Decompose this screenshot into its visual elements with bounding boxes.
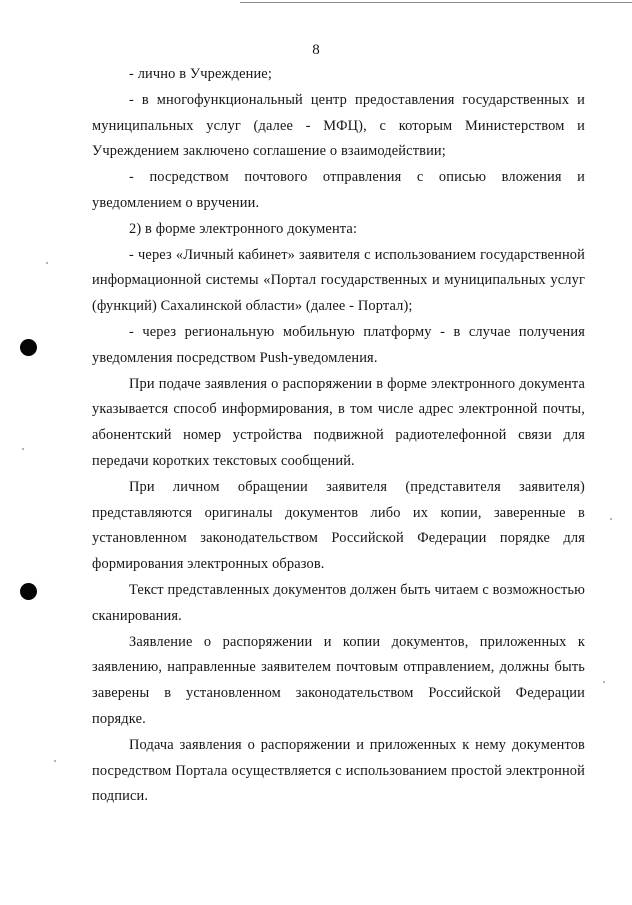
page-number: 8 xyxy=(312,42,320,58)
scan-speck xyxy=(22,448,24,450)
paragraph-mobile-platform: - через региональную мобильную платформу - в случае получения уведомления посредством Push-уведомления. xyxy=(92,323,585,366)
paragraph-in-person: - лично в Учреждение; xyxy=(129,66,272,82)
paragraph-mfc: - в многофункциональный центр предоставления государственных и муниципальных услуг (далее - МФЦ), с которым Министерством и Учреждением заключено соглашение о взаимодействии; xyxy=(92,91,585,160)
paragraph-postal: - посредством почтового отправления с описью вложения и уведомлением о вручении. xyxy=(92,169,585,211)
scan-speck xyxy=(54,760,56,762)
paragraph-postal-certification: Заявление о распоряжении и копии документов, приложенных к заявлению, направленные заявителем почтовым отправлением, должны быть заверены в установленном законодательством Российской Федерации порядке. xyxy=(92,633,585,727)
paragraph-readability: Текст представленных документов должен быть читаем с возможностью сканирования. xyxy=(92,581,585,624)
scan-edge-line xyxy=(240,2,632,3)
scan-speck xyxy=(610,518,612,520)
document-body xyxy=(92,62,585,810)
paragraph-portal-signature: Подача заявления о распоряжении и приложенных к нему документов посредством Портала осуществляется с использованием простой электронной подписи. xyxy=(92,736,585,805)
scan-speck xyxy=(46,262,48,264)
paragraph-electronic-form: 2) в форме электронного документа: xyxy=(129,220,358,237)
scan-speck xyxy=(603,681,605,683)
punch-hole xyxy=(20,583,37,600)
paragraph-informing-method: При подаче заявления о распоряжении в форме электронного документа указывается способ информирования, в том числе адрес электронной почты, абонентский номер устройства подвижной радиотелефонной связи для передачи коротких текстовых сообщений. xyxy=(92,375,585,469)
paragraph-personal-cabinet: - через «Личный кабинет» заявителя с использованием государственной информационной системы «Портал государственных и муниципальных услуг (функций) Сахалинской области» (далее - Портал); xyxy=(92,246,585,315)
paragraph-personal-visit: При личном обращении заявителя (представителя заявителя) представляются оригиналы документов либо их копии, заверенные в установленном законодательством Российской Федерации порядке для формирования электронных образов. xyxy=(92,478,585,573)
punch-hole xyxy=(20,339,37,356)
